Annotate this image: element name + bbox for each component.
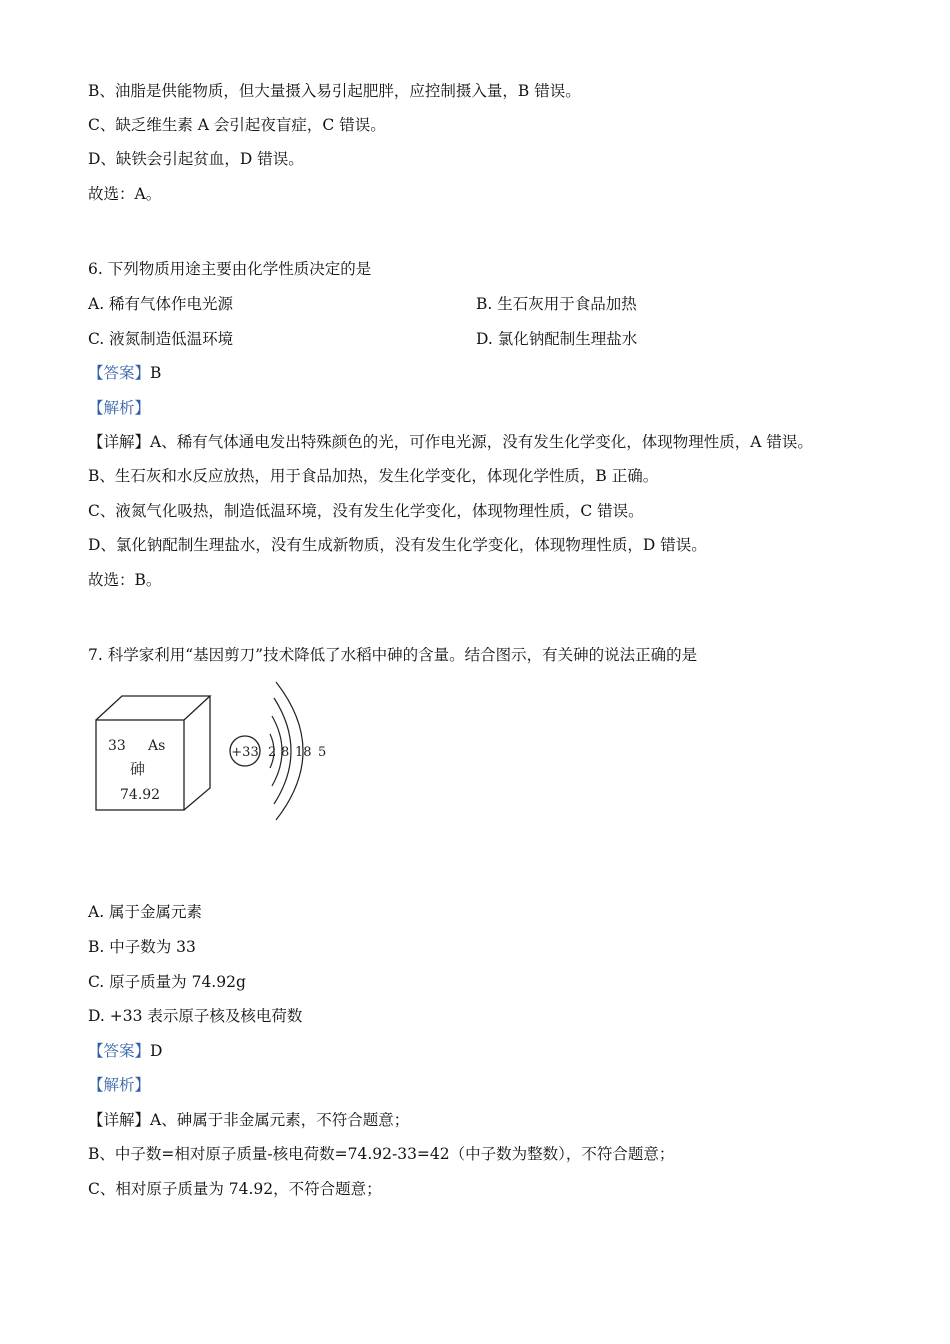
answer-value: D [150, 1042, 163, 1060]
detail-tag: 【详解】 [88, 1111, 151, 1129]
q7-analysis-tag: 【解析】 [88, 1076, 151, 1094]
answer-tag: 【答案】 [88, 364, 151, 382]
shell-4-electrons: 5 [318, 745, 327, 760]
atomic-mass: 74.92 [120, 787, 161, 803]
answer-value: B [150, 364, 162, 382]
element-name: 砷 [130, 760, 146, 778]
q6-answer [88, 362, 161, 384]
q5-option-d-analysis: D、缺铁会引起贫血，D 错误。 [88, 150, 304, 168]
q5-option-c-analysis: C、缺乏维生素 A 会引起夜盲症，C 错误。 [88, 116, 386, 134]
q7-detail-a: 【详解】A、砷属于非金属元素，不符合题意； [88, 1111, 410, 1129]
atomic-number: 33 [108, 738, 126, 754]
q6-option-d: D. 氯化钠配制生理盐水 [476, 330, 638, 348]
q6-detail-c: C、液氮气化吸热，制造低温环境，没有发生化学变化，体现物理性质，C 错误。 [88, 502, 644, 520]
q7-option-b: B. 中子数为 33 [88, 938, 196, 956]
q7-detail-b: B、中子数=相对原子质量-核电荷数=74.92-33=42（中子数为整数），不符合题意； [88, 1145, 675, 1163]
q7-option-c: C. 原子质量为 74.92g [88, 973, 246, 991]
answer-tag: 【答案】 [88, 1042, 151, 1060]
q6-option-b: B. 生石灰用于食品加热 [476, 295, 637, 313]
q7-detail-c: C、相对原子质量为 74.92，不符合题意； [88, 1180, 382, 1198]
shell-2-electrons: 8 [281, 745, 290, 760]
q6-conclusion: 故选：B。 [88, 571, 162, 589]
element-symbol: As [148, 738, 166, 754]
arsenic-figure [92, 678, 332, 828]
q6-option-c: C. 液氮制造低温环境 [88, 330, 234, 348]
nucleus-charge: +33 [231, 745, 259, 760]
q5-conclusion: 故选：A。 [88, 185, 162, 203]
q6-detail-a: 【详解】A、稀有气体通电发出特殊颜色的光，可作电光源，没有发生化学变化，体现物理性质，A 错误。 [88, 433, 813, 451]
q7-stem: 7. 科学家利用“基因剪刀”技术降低了水稻中砷的含量。结合图示，有关砷的说法正确的是 [88, 646, 698, 664]
q6-stem: 6. 下列物质用途主要由化学性质决定的是 [88, 260, 372, 278]
shell-3-electrons: 18 [295, 745, 312, 760]
q6-detail-b: B、生石灰和水反应放热，用于食品加热，发生化学变化，体现化学性质，B 正确。 [88, 467, 659, 485]
q6-option-a: A. 稀有气体作电光源 [88, 295, 234, 313]
detail-tag: 【详解】 [88, 433, 151, 451]
q7-option-d: D. +33 表示原子核及核电荷数 [88, 1007, 303, 1025]
q7-answer [88, 1040, 162, 1062]
q6-analysis-tag: 【解析】 [88, 399, 151, 417]
q6-detail-d: D、氯化钠配制生理盐水，没有生成新物质，没有发生化学变化，体现物理性质，D 错误。 [88, 536, 707, 554]
q5-option-b-analysis: B、油脂是供能物质，但大量摄入易引起肥胖，应控制摄入量，B 错误。 [88, 82, 581, 100]
shell-1-electrons: 2 [268, 745, 277, 760]
q7-option-a: A. 属于金属元素 [88, 903, 203, 921]
